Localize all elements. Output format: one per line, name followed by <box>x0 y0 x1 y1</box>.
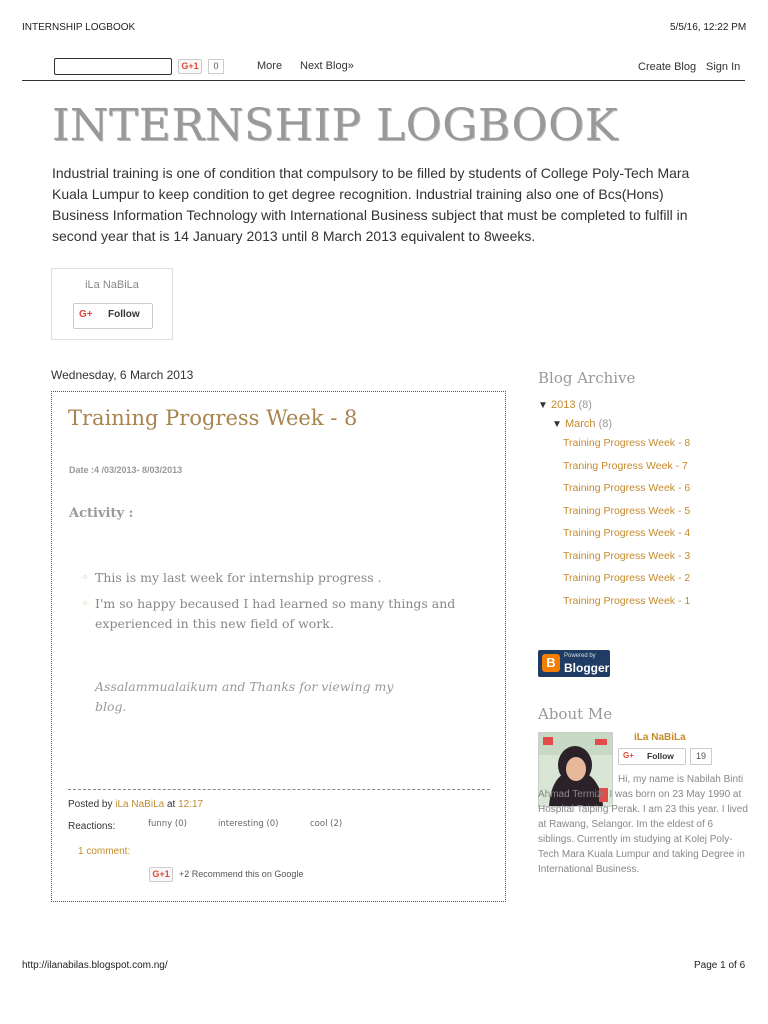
list-item: ◦ This is my last week for internship progress . <box>82 568 462 588</box>
navbar-create-blog-link[interactable]: Create Blog <box>638 61 697 73</box>
post-title[interactable]: Training Progress Week - 8 <box>68 406 358 430</box>
about-me-name[interactable]: iLa NaBiLa <box>634 732 686 743</box>
follow-widget-name[interactable]: iLa NaBiLa <box>85 279 139 291</box>
print-header-title: INTERNSHIP LOGBOOK <box>22 22 136 33</box>
list-item: ◦ I'm so happy becaused I had learned so many things and experienced in this new field of work. <box>82 594 462 634</box>
blogger-badge-small-text: Powered by <box>564 653 596 659</box>
powered-by-blogger-badge[interactable] <box>538 650 610 677</box>
follow-button[interactable] <box>73 303 153 329</box>
about-me-body: Hi, my name is Nabilah Binti Ahmad Termizi. I was born on 23 May 1990 at Hospital Taiping Perak. I am 23 this year. I lived at Rawang, Selangor. Im the eldest of 6 siblings. Currently im studying at Kolej Poly-Tech Mara Kuala Lumpur and taking Degree in International Business. <box>538 774 748 875</box>
post-date-line: Date :4 /03/2013- 8/03/2013 <box>69 465 183 475</box>
post-time-link[interactable]: 12:17 <box>178 799 204 810</box>
recommend-text: Recommend this on Google <box>191 869 304 879</box>
archive-year-count: (8) <box>578 399 592 411</box>
about-me-title: About Me <box>538 705 613 723</box>
post-author-link[interactable]: iLa NaBiLa <box>115 799 165 810</box>
blog-title[interactable]: INTERNSHIP LOGBOOK <box>52 100 619 151</box>
about-text-indent <box>538 781 618 782</box>
navbar-sign-in-link[interactable]: Sign In <box>706 61 741 73</box>
blogger-badge-text: Blogger <box>564 661 610 675</box>
collapse-arrow-icon[interactable]: ▼ <box>538 400 548 411</box>
archive-post-link[interactable]: Training Progress Week - 6 <box>563 482 691 494</box>
print-footer-url: http://ilanabilas.blogspot.com.ng/ <box>22 960 168 971</box>
navbar-gplus-count: 0 <box>208 59 224 74</box>
archive-post-link[interactable]: Training Progress Week - 1 <box>563 594 691 607</box>
archive-month-march[interactable] <box>552 418 612 430</box>
follow-button-label: Follow <box>108 309 140 320</box>
comments-link[interactable]: 1 comment: <box>78 846 131 857</box>
reaction-funny-checkbox[interactable]: funny (0) <box>148 819 187 829</box>
archive-post-link[interactable]: Training Progress Week - 8 <box>563 437 691 449</box>
activity-heading: Activity : <box>69 506 134 521</box>
post-closing: Assalammualaikum and Thanks for viewing my blog. <box>95 679 394 714</box>
reaction-interesting-checkbox[interactable]: interesting (0) <box>218 819 279 829</box>
navbar-gplus-button[interactable]: G+1 <box>178 59 202 74</box>
archive-post-link[interactable]: Training Progress Week - 5 <box>563 504 691 517</box>
collapse-arrow-icon[interactable]: ▼ <box>552 419 562 430</box>
about-follow-label: Follow <box>647 751 674 761</box>
archive-post-list <box>563 437 690 617</box>
about-follow-button[interactable] <box>618 748 686 765</box>
archive-post-link[interactable]: Traning Progress Week - 7 <box>563 459 688 472</box>
posted-by-line <box>68 799 203 810</box>
blog-archive-title: Blog Archive <box>538 369 636 387</box>
archive-month-count: (8) <box>598 418 613 430</box>
reaction-cool-checkbox[interactable]: cool (2) <box>310 819 343 829</box>
archive-year-2013[interactable] <box>538 399 592 411</box>
archive-year-label[interactable]: 2013 <box>550 399 576 411</box>
archive-month-label[interactable]: March <box>564 418 596 430</box>
navbar-next-blog-link[interactable]: Next Blog» <box>300 60 354 72</box>
post-footer-divider <box>68 789 490 790</box>
gplus-icon: G+ <box>79 309 93 320</box>
blog-description: Industrial training is one of condition that compulsory to be filled by students of College Poly-Tech Mara Kuala Lumpur to keep condition to get degree recognition. Industrial training also one of Bcs(Hons) Business Information Technology with International Business subject that must be completed to fulfill in second year that is 14 January 2013 until 8 March 2013 equivalent to 8weeks. <box>52 165 690 244</box>
gplus-icon: G+ <box>623 751 634 760</box>
print-header-datetime: 5/5/16, 12:22 PM <box>670 22 747 33</box>
google-follow-widget <box>51 268 173 340</box>
post-gplus-count: +2 <box>179 869 190 879</box>
archive-post-link[interactable]: Training Progress Week - 3 <box>563 549 691 562</box>
about-me-text <box>538 772 748 877</box>
post-gplus-button[interactable]: G+1 <box>149 867 173 882</box>
navbar-search-input[interactable] <box>54 58 172 75</box>
archive-post-link[interactable]: Training Progress Week - 4 <box>563 527 691 539</box>
archive-post-link[interactable]: Training Progress Week - 2 <box>563 572 691 584</box>
blogger-logo-icon: B <box>542 654 560 672</box>
blogger-navbar <box>22 54 745 81</box>
posted-by-label: Posted by <box>68 799 113 810</box>
navbar-more-link[interactable]: More <box>257 60 283 72</box>
reactions-label: Reactions: <box>68 821 116 832</box>
blog-post <box>51 391 506 902</box>
print-footer-page: Page 1 of 6 <box>694 960 746 971</box>
recommend-line <box>179 869 303 879</box>
post-date-header: Wednesday, 6 March 2013 <box>51 368 194 382</box>
activity-list <box>82 568 462 640</box>
about-follow-count: 19 <box>690 748 712 765</box>
at-label: at <box>166 799 176 810</box>
